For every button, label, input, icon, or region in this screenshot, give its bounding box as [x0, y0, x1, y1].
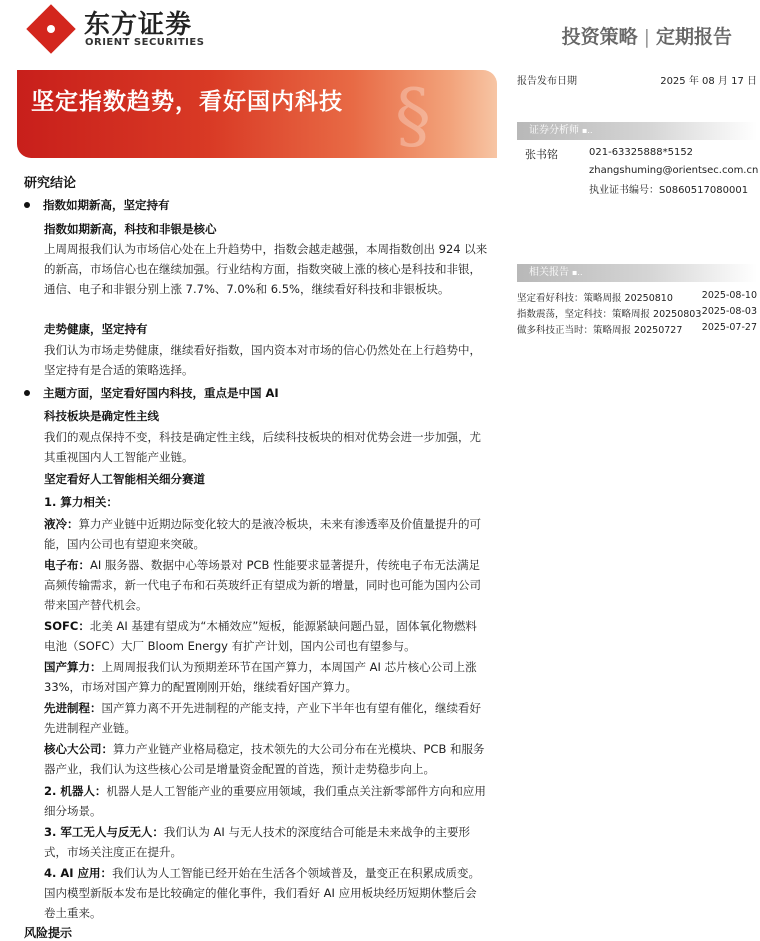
title-banner: [17, 70, 497, 158]
report-title: 坚定指数趋势，看好国内科技: [31, 89, 343, 115]
bullet-icon: [24, 202, 30, 208]
bullet-heading: 主题方面，坚定看好国内科技，重点是中国 AI: [24, 385, 279, 401]
related-report-date: 2025-08-03: [701, 306, 757, 317]
paragraph-electronic-cloth: 电子布：AI 服务器、数据中心等场景对 PCB 性能要求显著提升，传统电子布无法满足高频传输需求，新一代电子布和石英玻纤正有望成为新的增量，同时也可能为国内公司带来国产替代机会。: [44, 558, 481, 612]
sub-heading: 走势健康，坚定持有: [44, 322, 148, 336]
analyst-section-header: [517, 122, 757, 140]
paragraph-ai-applications: 4. AI 应用：我们认为人工智能已经开始在生活各个领域普及，量变正在积累成质变。国内模型新版本发布是比较确定的催化事件，我们看好 AI 应用板块经历短期休整后会卷土重来。: [44, 866, 481, 920]
paragraph-core-companies: 核心大公司：算力产业链产业格局稳定，技术领先的大公司分布在光模块、PCB 和服务器产业，我们认为这些核心公司是增量资金配置的首选，预计走势稳步向上。: [44, 742, 485, 776]
dots-decoration-icon: ▪..: [582, 126, 593, 135]
analyst-section-title: 证券分析师: [529, 125, 579, 136]
related-report-title: 做多科技正当时：策略周报 20250727: [517, 325, 683, 336]
report-type: [562, 22, 732, 49]
analyst-phone: 021-63325888*5152: [589, 147, 694, 158]
orient-logo-icon: [28, 6, 74, 52]
logo-text-cn: 东方证劵: [84, 10, 193, 40]
bullet-heading: 指数如期新高，坚定持有: [24, 197, 170, 213]
sub-heading: 科技板块是确定性主线: [44, 409, 159, 423]
sub-heading: 坚定看好人工智能相关细分赛道: [44, 472, 205, 486]
paragraph-robotics: 2. 机器人：机器人是人工智能产业的重要应用领域，我们重点关注新零部件方向和应用细分场景。: [44, 784, 486, 818]
sub-heading: 指数如期新高，科技和非银是核心: [44, 222, 217, 236]
dots-decoration-icon: ▪..: [572, 268, 583, 277]
report-type-right: 定期报告: [655, 26, 732, 48]
analyst-name: 张书铭: [525, 148, 558, 161]
related-report-item[interactable]: [517, 290, 757, 304]
report-type-left: 投资策略: [561, 26, 638, 48]
paragraph-sofc: SOFC：北美 AI 基建有望成为“木桶效应”短板，能源紧缺问题凸显，固体氧化物燃料电池（SOFC）大厂 Bloom Energy 有扩产计划，国内公司也有望参与。: [44, 619, 477, 653]
bullet-icon: [24, 390, 30, 396]
paragraph: 我们认为市场走势健康，继续看好指数，国内资本对市场的信心仍然处在上行趋势中，坚定持有是合适的策略选择。: [44, 343, 481, 377]
related-report-item[interactable]: [517, 306, 757, 320]
related-section-title: 相关报告: [529, 267, 569, 278]
analyst-email[interactable]: zhangshuming@orientsec.com.cn: [589, 165, 759, 176]
report-type-separator: |: [643, 26, 650, 48]
related-section-header: [517, 264, 757, 282]
paragraph-liquid-cooling: 液冷：算力产业链中近期边际变化较大的是液冷板块，未来有渗透率及价值量提升的可能，国内公司也有望迎来突破。: [44, 517, 481, 551]
related-report-title: 指数震荡，坚定科技：策略周报 20250803: [517, 309, 702, 320]
section-heading: 研究结论: [24, 176, 77, 191]
related-report-title: 坚定看好科技：策略周报 20250810: [517, 293, 673, 304]
paragraph: 我们的观点保持不变，科技是确定性主线，后续科技板块的相对优势会进一步加强，尤其重视国内人工智能产业链。: [44, 430, 481, 464]
paragraph-military: 3. 军工无人与反无人：我们认为 AI 与无人技术的深度结合可能是未来战争的主要形式，市场关注度正在提升。: [44, 825, 470, 859]
logo-text-en: ORIENT SECURITIES: [85, 37, 205, 48]
related-report-item[interactable]: [517, 322, 757, 336]
sub-heading: 1. 算力相关：: [44, 495, 118, 509]
related-report-date: 2025-08-10: [701, 290, 757, 301]
svg-text:§: §: [395, 73, 431, 157]
page-header: [0, 0, 760, 62]
analyst-cert: 执业证书编号：S0860517080001: [589, 185, 749, 196]
paragraph-domestic-compute: 国产算力：上周周报我们认为预期差环节在国产算力，本周国产 AI 芯片核心公司上涨 33%，市场对国产算力的配置刚刚开始，继续看好国产算力。: [44, 660, 477, 694]
publish-date-label: 报告发布日期: [517, 76, 577, 87]
cut-off-heading: 风险提示: [24, 926, 73, 940]
paragraph: 上周周报我们认为市场信心处在上升趋势中，指数会越走越强，本周指数创出 924 以来的新高，市场信心也在继续加强。行业结构方面，指数突破上涨的核心是科技和非银，通信、电子和非银分别上涨 7.7%、7.0%和 6.5%，继续看好科技和非银板块。: [44, 242, 488, 296]
paragraph-advanced-process: 先进制程：国产算力离不开先进制程的产能支持，产业下半年也有望有催化，继续看好先进制程产业链。: [44, 701, 481, 735]
related-report-date: 2025-07-27: [701, 322, 757, 333]
publish-date: 2025 年 08 月 17 日: [660, 76, 757, 87]
section-sign-decoration-icon: [387, 73, 457, 157]
